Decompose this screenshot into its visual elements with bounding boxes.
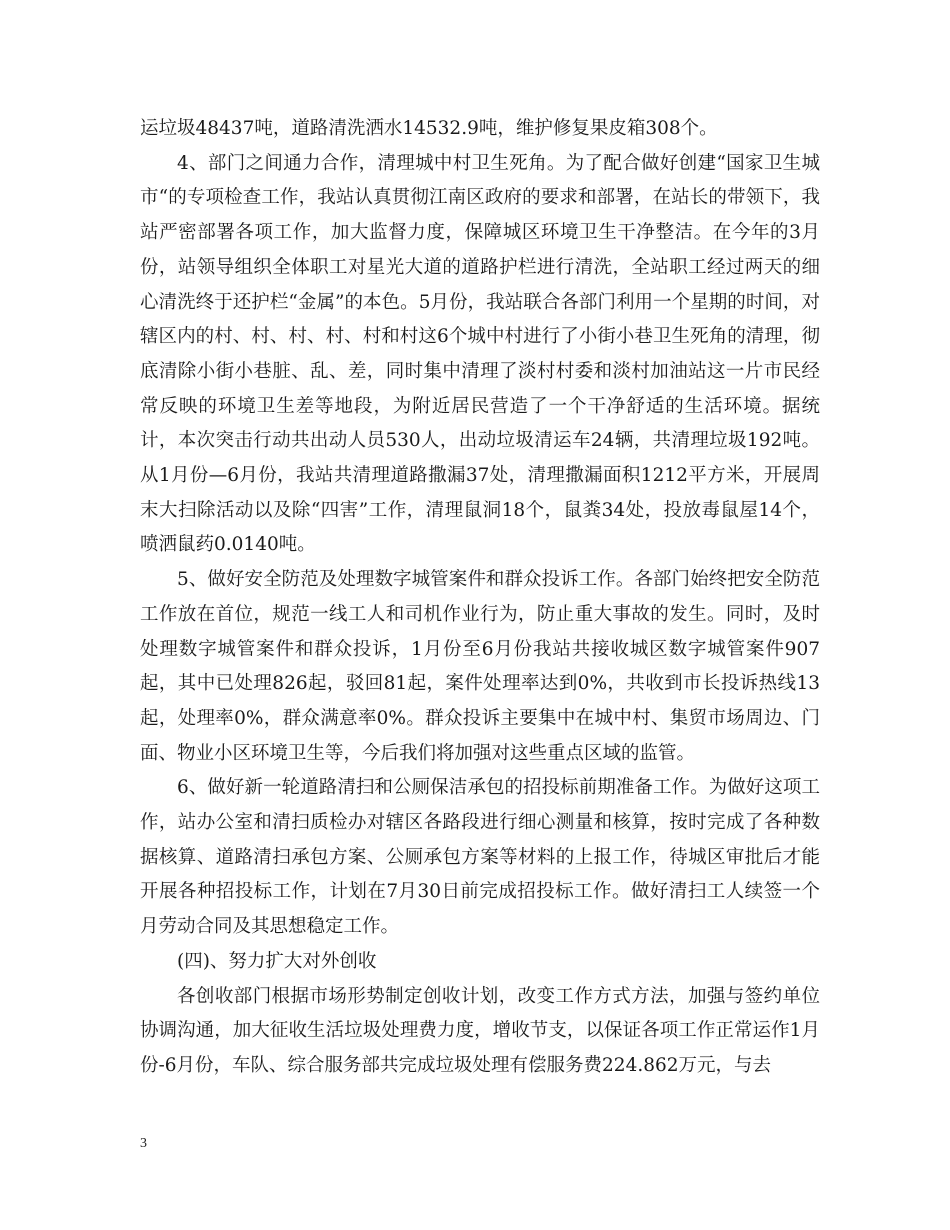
paragraph-item-6: 6、做好新一轮道路清扫和公厕保洁承包的招投标前期准备工作。为做好这项工作，站办公室和清扫质检办对辖区各路段进行细心测量和核算，按时完成了各种数据核算、道路清扫承包方案、公厕承包方案等材料的上报工作，待城区审批后才能开展各种招投标工作，计划在7月30日前完成招投标工作。做好清扫工人续签一个月劳动合同及其思想稳定工作。 — [140, 777, 820, 938]
paragraph-continuation: 运垃圾48437吨，道路清洗洒水14532.9吨，维护修复果皮箱308个。 — [140, 118, 718, 139]
section-heading-4: (四)、努力扩大对外创收 — [177, 950, 377, 972]
paragraph-revenue: 各创收部门根据市场形势制定创收计划，改变工作方式方法，加强与签约单位协调沟通，加大征收生活垃圾处理费力度，增收节支，以保证各项工作正常运作1月份-6月份，车队、综合服务部共完成垃圾处理有偿服务费224.862万元，与去 — [140, 985, 820, 1076]
page-number: 3 — [140, 1136, 147, 1151]
paragraph-item-5: 5、做好安全防范及处理数字城管案件和群众投诉工作。各部门始终把安全防范工作放在首位，规范一线工人和司机作业行为，防止重大事故的发生。同时，及时处理数字城管案件和群众投诉，1月份至6月份我站共接收城区数字城管案件907起，其中已处理826起，驳回81起，案件处理率达到0%，共收到市长投诉热线13起，处理率0%，群众满意率0%。群众投诉主要集中在城中村、集贸市场周边、门面、物业小区环境卫生等，今后我们将加强对这些重点区域的监管。 — [140, 569, 820, 764]
paragraph-item-4: 4、部门之间通力合作，清理城中村卫生死角。为了配合做好创建“国家卫生城市“的专项检查工作，我站认真贯彻江南区政府的要求和部署，在站长的带领下，我站严密部署各项工作，加大监督力度，保障城区环境卫生干净整洁。在今年的3月份，站领导组织全体职工对星光大道的道路护栏进行清洗，全站职工经过两天的细心清洗终于还护栏“金属”的本色。5月份，我站联合各部门利用一个星期的时间，对辖区内的村、村、村、村、村和村这6个城中村进行了小街小巷卫生死角的清理，彻底清除小街小巷脏、乱、差，同时集中清理了淡村村委和淡村加油站这一片市民经常反映的环境卫生差等地段，为附近居民营造了一个干净舒适的生活环境。据统计，本次突击行动共出动人员530人，出动垃圾清运车24辆，共清理垃圾192吨。从1月份—6月份，我站共清理道路撒漏37处，清理撒漏面积1212平方米，开展周末大扫除活动以及除“四害”工作，清理鼠洞18个，鼠粪34处，投放毒鼠屋14个，喷洒鼠药0.0140吨。 — [140, 152, 820, 556]
document-body — [140, 112, 820, 1084]
